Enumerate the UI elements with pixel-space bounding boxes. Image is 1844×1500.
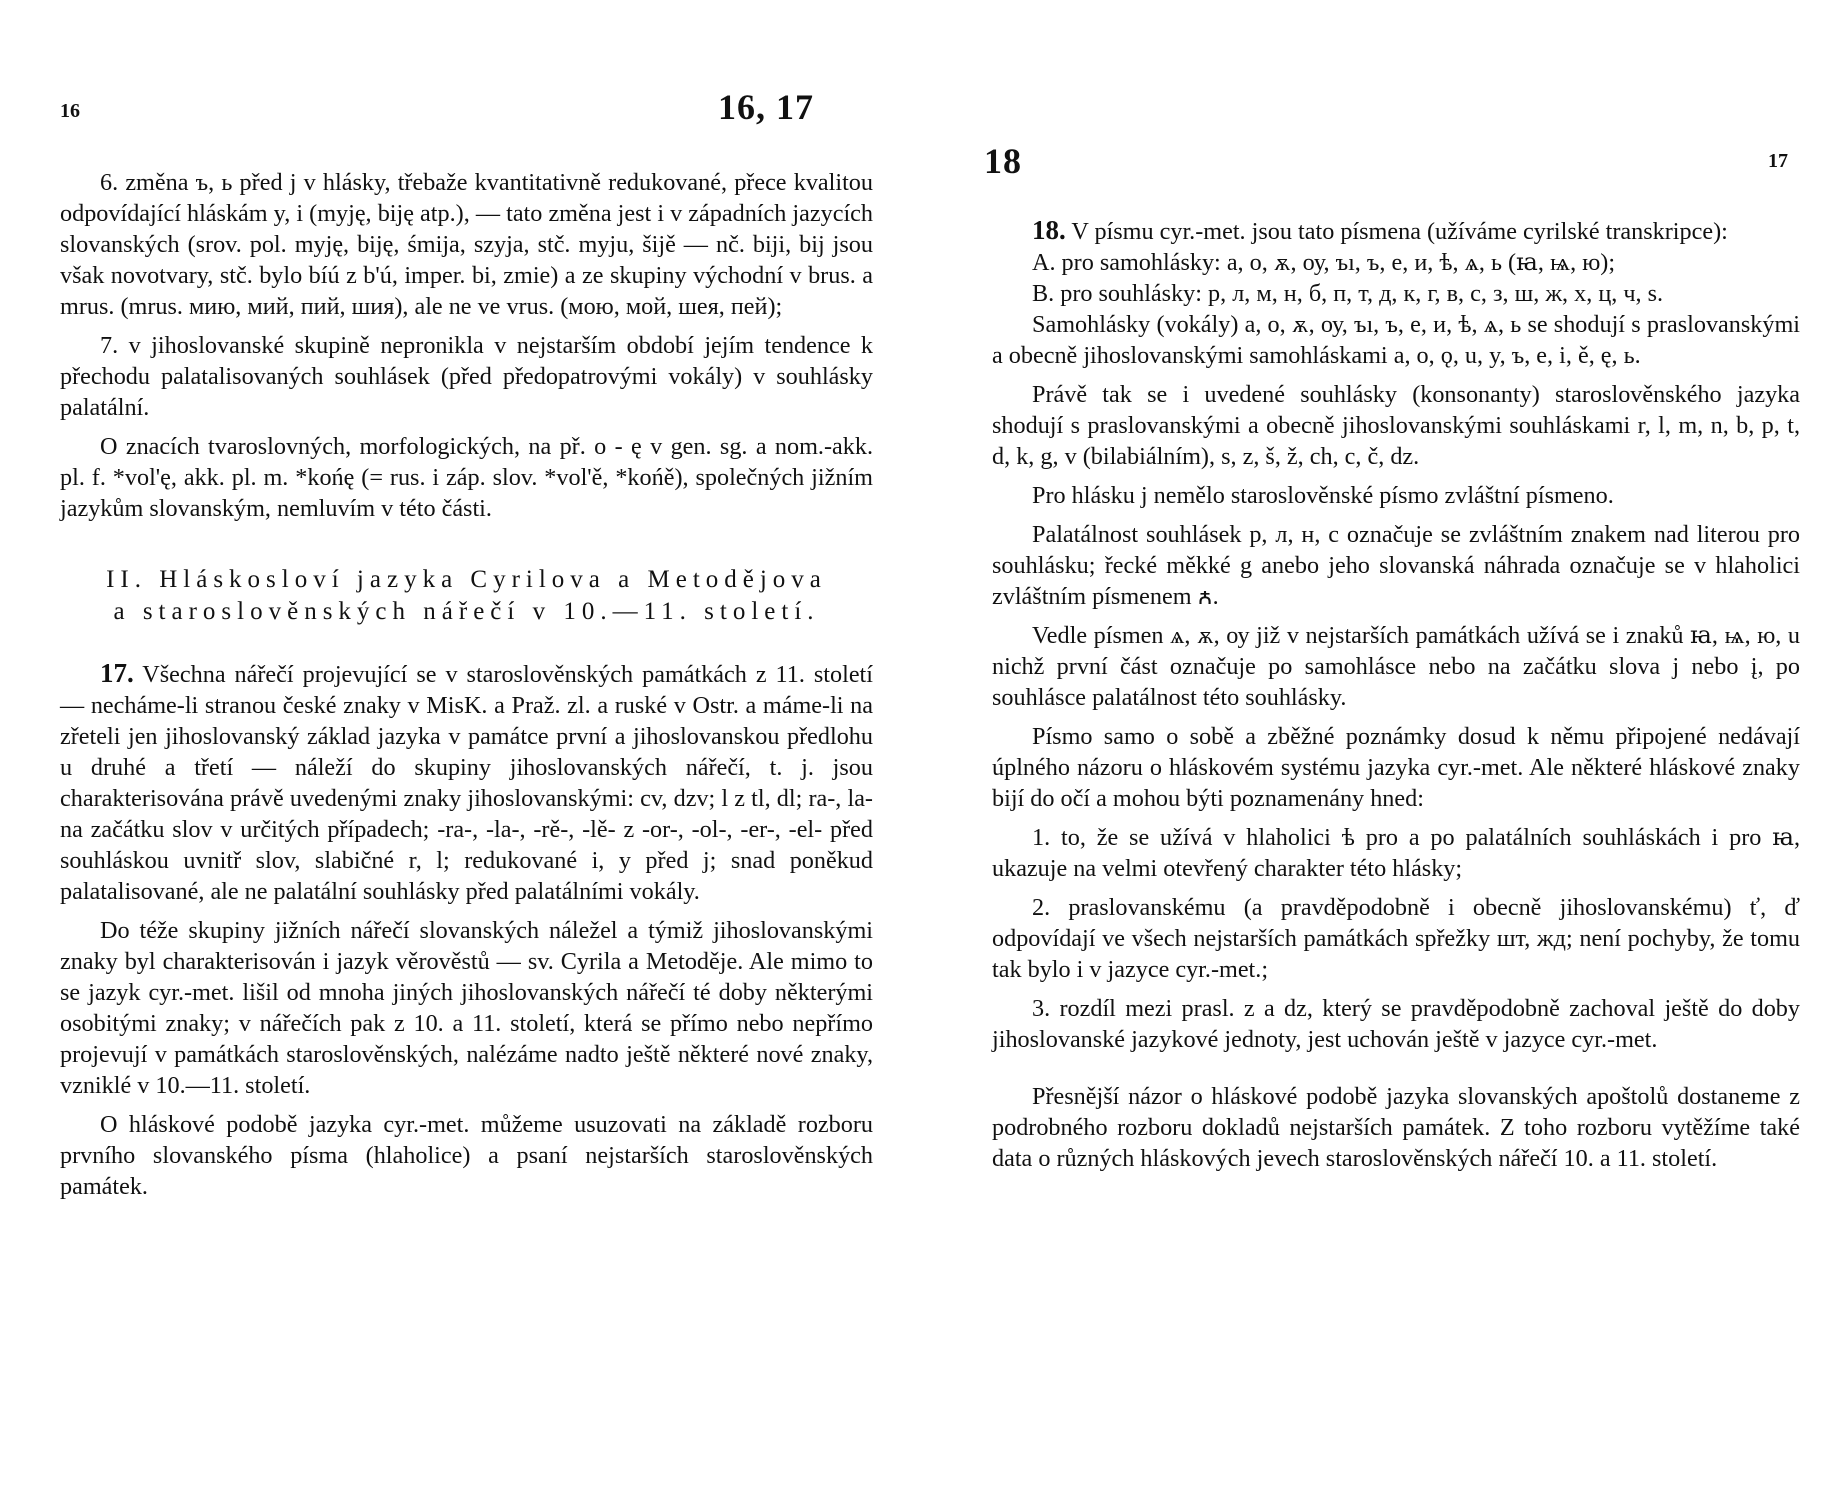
paragraph-text: V písmu cyr.-met. jsou tato písmena (užíváme cyrilské transkripce): [1071,218,1728,245]
paragraph: Do téže skupiny jižních nářečí slovanských náležel a týmiž jihoslovanskými znaky byl charakterisován i jazyk věrověstů — sv. Cyrila a Metoděje. Ale mimo to se jazyk cyr.-met. lišil od mnoha jiných jihoslovanských nářečí té doby některými osobitými znaky; v nářečích pak z 10. a 11. století, která se přímo nebo nepřímo projevují v památkách staroslověnských, nalézáme nadto ještě některé nové znaky, vzniklé v 10.—11. století. [60,917,873,1099]
paragraph: O hláskové podobě jazyka cyr.-met. můžeme usuzovati na základě rozboru prvního slovanského písma (hlaholice) a psaní nejstarších staroslověnských památek. [60,1111,873,1200]
paragraph: Právě tak se i uvedené souhlásky (konsonanty) staroslověnského jazyka shodují s praslovanskými a obecně jihoslovanskými souhláskami r, l, m, n, b, p, t, d, k, g, v (bilabiálním), s, z, š, ž, ch, c, č, dz. [992,381,1800,470]
letter-list-vowels: A. pro samohlásky: а, о, ѫ, оу, ъı, ъ, е, и, ѣ, ѧ, ь (ꙗ, ѩ, ю); [1032,249,1616,276]
paragraph-number: 18. [1032,215,1066,245]
paragraph: Pro hlásku j nemělo staroslověnské písmo zvláštní písmeno. [1032,482,1614,509]
right-page-body [992,215,1800,1174]
section-heading [60,564,873,628]
paragraph: Vedle písmen ѧ, ѫ, оу již v nejstarších památkách užívá se i znaků ꙗ, ѩ, ю, u nichž první část označuje po samohlásce nebo na začátku slova j nebo į, po souhlásce palatálnost této souhlásky. [992,622,1800,711]
section-heading-line: a staroslověnských nářečí v 10.—11. století. [113,598,820,625]
right-page-number: 17 [1768,150,1788,172]
right-page-head: 18 [984,141,1022,181]
paragraph-17 [60,658,873,907]
paragraph: Palatálnost souhlásek р, л, н, с označuje se zvláštním znakem nad literou pro souhlásku; řecké měkké g anebo jeho slovanská náhrada označuje se v hlaholici zvláštním písmenem ꙉ. [992,521,1800,610]
list-item: 3. rozdíl mezi prasl. z a dz, který se pravděpodobně zachoval ještě do doby jihoslovanské jazykové jednoty, jest uchován ještě v jazyce cyr.-met. [992,995,1800,1053]
left-page-number: 16 [60,100,80,122]
paragraph: Samohlásky (vokály) а, о, ѫ, оу, ъı, ъ, е, и, ѣ, ѧ, ь se shodují s praslovanskými a obecně jihoslovanskými samohláskami a, o, ǫ, u, y, ъ, e, i, ě, ę, ь. [992,311,1800,369]
paragraph-18 [992,215,1800,247]
paragraph-number: 17. [100,658,134,688]
left-page-body [60,167,873,1202]
paragraph: Písmo samo o sobě a zběžné poznámky dosud k němu připojené nedávají úplného názoru o hláskovém systému jazyka cyr.-met. Ale některé hláskové znaky bijí do očí a mohou býti poznamenány hned: [992,723,1800,812]
paragraph-text: Všechna nářečí projevující se v staroslověnských památkách z 11. století — necháme-li stranou české znaky v MisK. a Praž. zl. a ruské v Ostr. a máme-li na zřeteli jen jihoslovanský základ jazyka v památce první a jihoslovanskou předlohu u druhé a třetí — náleží do skupiny jihoslovanských nářečí, t. j. jsou charakterisována právě uvedenými znaky jihoslovanskými: cv, dzv; l z tl, dl; ra-, la- na začátku slov v určitých případech; -ra-, -la-, -rě-, -lě- z -or-, -ol-, -er-, -el- před souhláskou uvnitř slov, slabičné r, l; redukované i, y před j; snad poněkud palatalisované, ale ne palatální souhlásky před palatálními vokály. [60,661,873,905]
paragraph: 7. v jihoslovanské skupině nepronikla v nejstarším období jejím tendence k přechodu palatalisovaných souhlásek (před předopatrovými vokály) v souhlásky palatální. [60,332,873,421]
paragraph: O znacích tvaroslovných, morfologických, na př. o - ę v gen. sg. a nom.-akk. pl. f. *vol'ę, akk. pl. m. *końę (= rus. i záp. slov. *vol'ě, *końě), společných jižním jazykům slovanským, nemluvím v této části. [60,433,873,522]
letter-list-consonants: B. pro souhlásky: р, л, м, н, б, п, т, д, к, г, в, с, з, ш, ж, х, ц, ч, ѕ. [1032,280,1664,307]
paragraph: 6. změna ъ, ь před j v hlásky, třebaže kvantitativně redukované, přece kvalitou odpovídající hláskám y, i (myję, biję atp.), — tato změna jest i v západních jazycích slovanských (srov. pol. myję, biję, śmija, szyja, stč. myju, šijě — nč. biji, bij jsou však novotvary, stč. bylo bíú z b'ú, imper. bi, zmie) a ze skupiny východní v brus. a mrus. (mrus. мию, мий, пий, шия), ale ne ve vrus. (мою, мой, шея, пей); [60,169,873,320]
list-item: 2. praslovanskému (a pravděpodobně i obecně jihoslovanskému) ť, ď odpovídají ve všech nejstarších památkách spřežky шт, жд; není pochyby, že tomu tak bylo i v jazyce cyr.-met.; [992,894,1800,983]
left-running-head: 16, 17 [718,87,814,127]
paragraph: Přesnější názor o hláskové podobě jazyka slovanských apoštolů dostaneme z podrobného rozboru dokladů nejstarších památek. Z toho rozboru vytěžíme také data o různých hláskových jevech staroslověnských nářečí 10. a 11. století. [992,1083,1800,1172]
list-item: 1. to, že se užívá v hlaholici ѣ pro а po palatálních souhláskách i pro ꙗ, ukazuje na velmi otevřený charakter této hlásky; [992,824,1800,882]
section-heading-line: II. Hláskosloví jazyka Cyrilova a Metodějova [106,566,827,593]
